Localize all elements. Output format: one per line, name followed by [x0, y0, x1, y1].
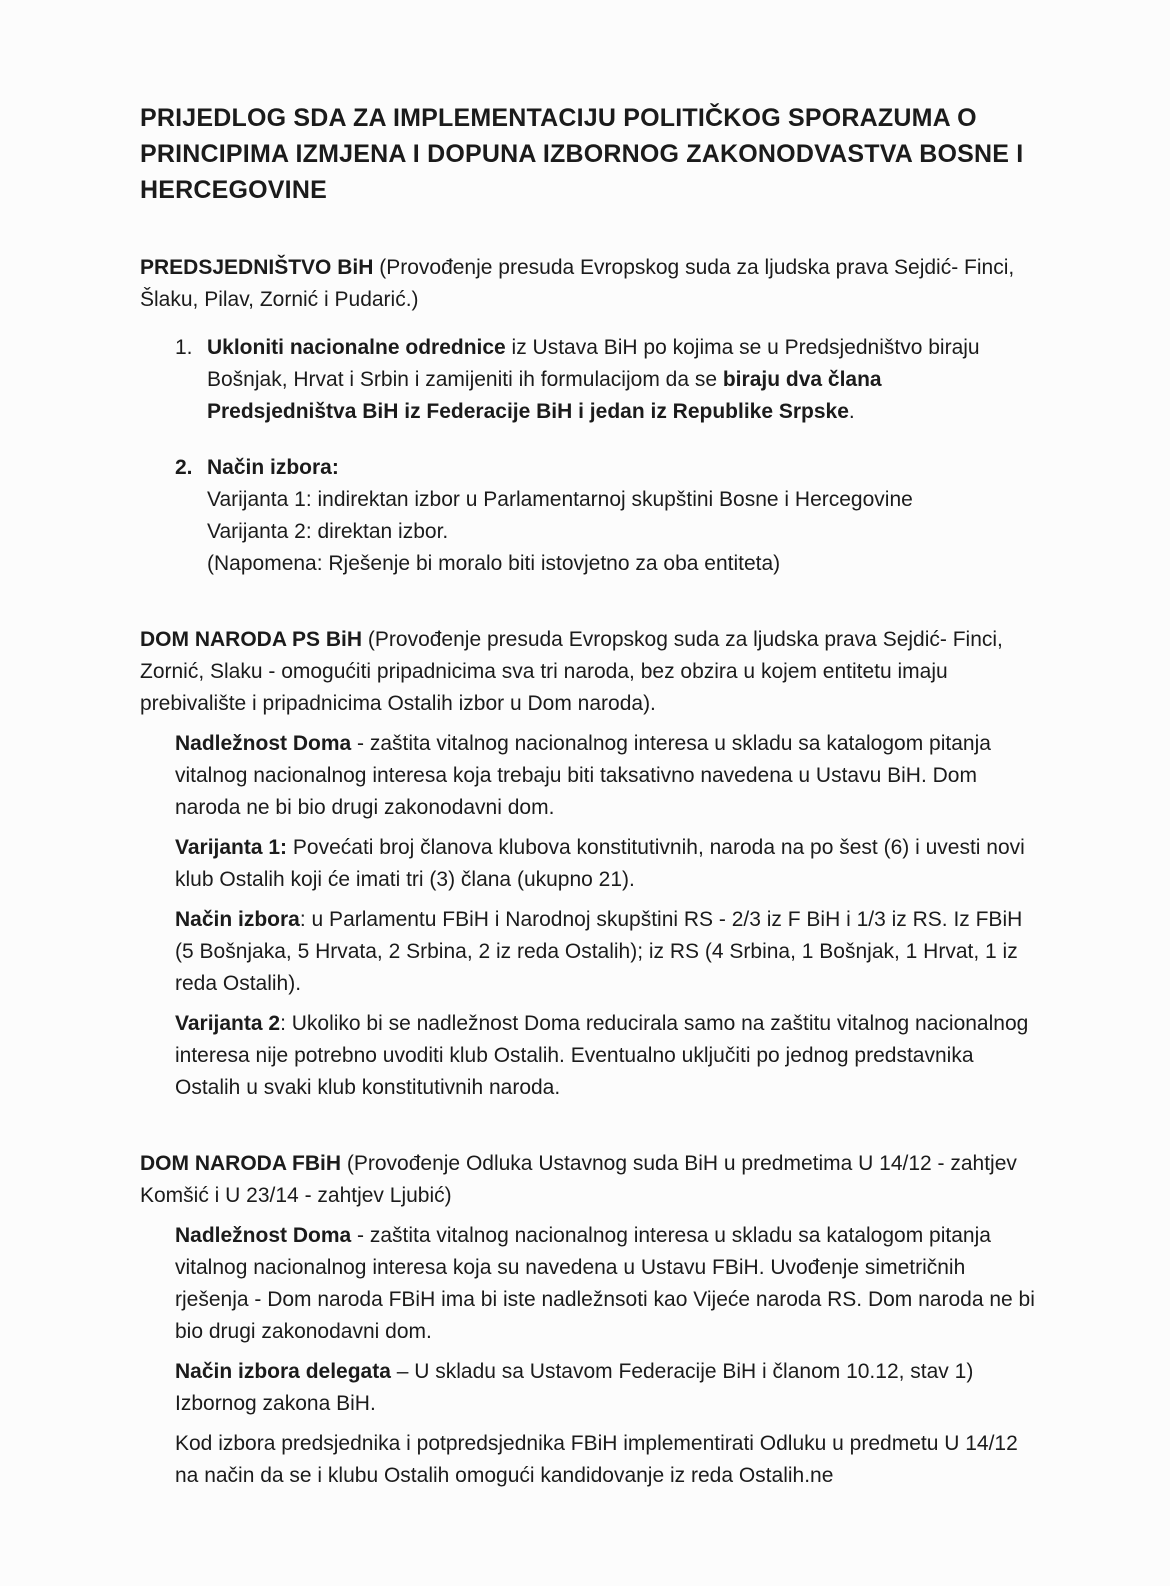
text-run: - zaštita vitalnog nacionalnog interesa u skladu sa katalogom pitanja vitalnog nacionalnog interesa koja trebaju biti taksativno navedena u Ustavu BiH. Dom naroda ne bi bio drugi zakonodavni dom.: [175, 732, 991, 819]
paragraph-varijanta-2: [175, 1008, 1035, 1104]
list-item-text: [207, 452, 1035, 580]
paragraph-varijanta-1: [175, 832, 1035, 896]
list-item-number: 2.: [175, 456, 193, 479]
text-run: Način izbora: [175, 908, 300, 931]
list-line-varijanta-1: Varijanta 1: indirektan izbor u Parlamentarnoj skupštini Bosne i Hercegovine: [207, 488, 913, 511]
list-item-number: 1.: [175, 336, 193, 359]
section-heading-dom-naroda-ps-bih: [140, 624, 1040, 720]
text-run: biraju dva člana Predsjedništva BiH iz Federacije BiH i jedan iz Republike Srpske: [207, 368, 882, 423]
section-heading-bold: PREDSJEDNIŠTVO BiH: [140, 256, 374, 279]
text-run: - zaštita vitalnog nacionalnog interesa u skladu sa katalogom pitanja vitalnog nacionalnog interesa koja su navedena u Ustavu FBiH. Uvođenje simetričnih rješenja - Dom naroda FBiH ima bi iste nadležnsoti kao Vijeće naroda RS. Dom naroda ne bi bio drugi zakonodavni dom.: [175, 1224, 1035, 1343]
paragraph-kod-izbora: [175, 1428, 1035, 1492]
text-run: – U skladu sa Ustavom Federacije BiH i članom 10.12, stav 1) Izbornog zakona BiH.: [175, 1360, 974, 1415]
text-run: Nadležnost Doma: [175, 732, 352, 755]
section-heading-rest: (Provođenje Odluka Ustavnog suda BiH u predmetima U 14/12 - zahtjev Komšić i U 23/14 - zahtjev Ljubić): [140, 1152, 1017, 1207]
text-run: : Ukoliko bi se nadležnost Doma reducirala samo na zaštitu vitalnog nacionalnog interesa nije potrebno uvoditi klub Ostalih. Eventualno uključiti po jednog predstavnika Ostalih u svaki klub konstitutivnih naroda.: [175, 1012, 1029, 1099]
text-run: Varijanta 1:: [175, 836, 288, 859]
paragraph-nadleznost-doma-fbih: [175, 1220, 1035, 1348]
section-heading-rest: (Provođenje presuda Evropskog suda za ljudska prava Sejdić- Finci, Zornić, Slaku - omogućiti pripadnicima sva tri naroda, bez obzira u kojem entitetu imaju prebivalište i pripadnicima Ostalih izbor u Dom naroda).: [140, 628, 1003, 715]
text-run: Varijanta 2: [175, 1012, 281, 1035]
list-item-text: [207, 332, 1035, 428]
list-item-1: [140, 332, 1100, 428]
paragraph-nacin-izbora-delegata: [175, 1356, 1035, 1420]
text-run: Povećati broj članova klubova konstitutivnih, naroda na po šest (6) i uvesti novi klub Ostalih koji će imati tri (3) člana (ukupno 21).: [175, 836, 1025, 891]
document-title: PRIJEDLOG SDA ZA IMPLEMENTACIJU POLITIČKOG SPORAZUMA O PRINCIPIMA IZMJENA I DOPUNA IZBORNOG ZAKONODVASTVA BOSNE I HERCEGOVINE: [140, 104, 1024, 204]
text-run: Način izbora delegata: [175, 1360, 391, 1383]
section-heading-predsjednistvo-bih: [140, 252, 1040, 316]
text-run: Kod izbora predsjednika i potpredsjednika FBiH implementirati Odluku u predmetu U 14/12 na način da se i klubu Ostalih omogući kandidovanje iz reda Ostalih.ne: [175, 1432, 1018, 1487]
text-run: Ukloniti nacionalne odrednice: [207, 336, 506, 359]
text-run: iz Ustava BiH po kojima se u Predsjedništvo biraju Bošnjak, Hrvat i Srbin i zamijeniti ih formulacijom da se: [207, 336, 980, 391]
list-line-napomena: (Napomena: Rješenje bi moralo biti istovjetno za oba entiteta): [207, 552, 781, 575]
text-run: : u Parlamentu FBiH i Narodnoj skupštini RS - 2/3 iz F BiH i 1/3 iz RS. Iz FBiH (5 Bošnjaka, 5 Hrvata, 2 Srbina, 2 iz reda Ostalih); iz RS (4 Srbina, 1 Bošnjak, 1 Hrvat, 1 iz reda Ostalih).: [175, 908, 1023, 995]
list-item-subheading: Način izbora:: [207, 456, 339, 479]
section-heading-dom-naroda-fbih: [140, 1148, 1040, 1212]
document-content: [140, 100, 1100, 1492]
text-run: Nadležnost Doma: [175, 1224, 352, 1247]
paragraph-nacin-izbora: [175, 904, 1035, 1000]
list-item-2: [140, 452, 1100, 580]
paragraph-nadleznost-doma: [175, 728, 1035, 824]
section-heading-bold: DOM NARODA FBiH: [140, 1152, 342, 1175]
section-heading-rest: (Provođenje presuda Evropskog suda za ljudska prava Sejdić- Finci, Šlaku, Pilav, Zornić i Pudarić.): [140, 256, 1015, 311]
list-line-varijanta-2: Varijanta 2: direktan izbor.: [207, 520, 449, 543]
section-heading-bold: DOM NARODA PS BiH: [140, 628, 363, 651]
text-run: .: [848, 400, 855, 423]
